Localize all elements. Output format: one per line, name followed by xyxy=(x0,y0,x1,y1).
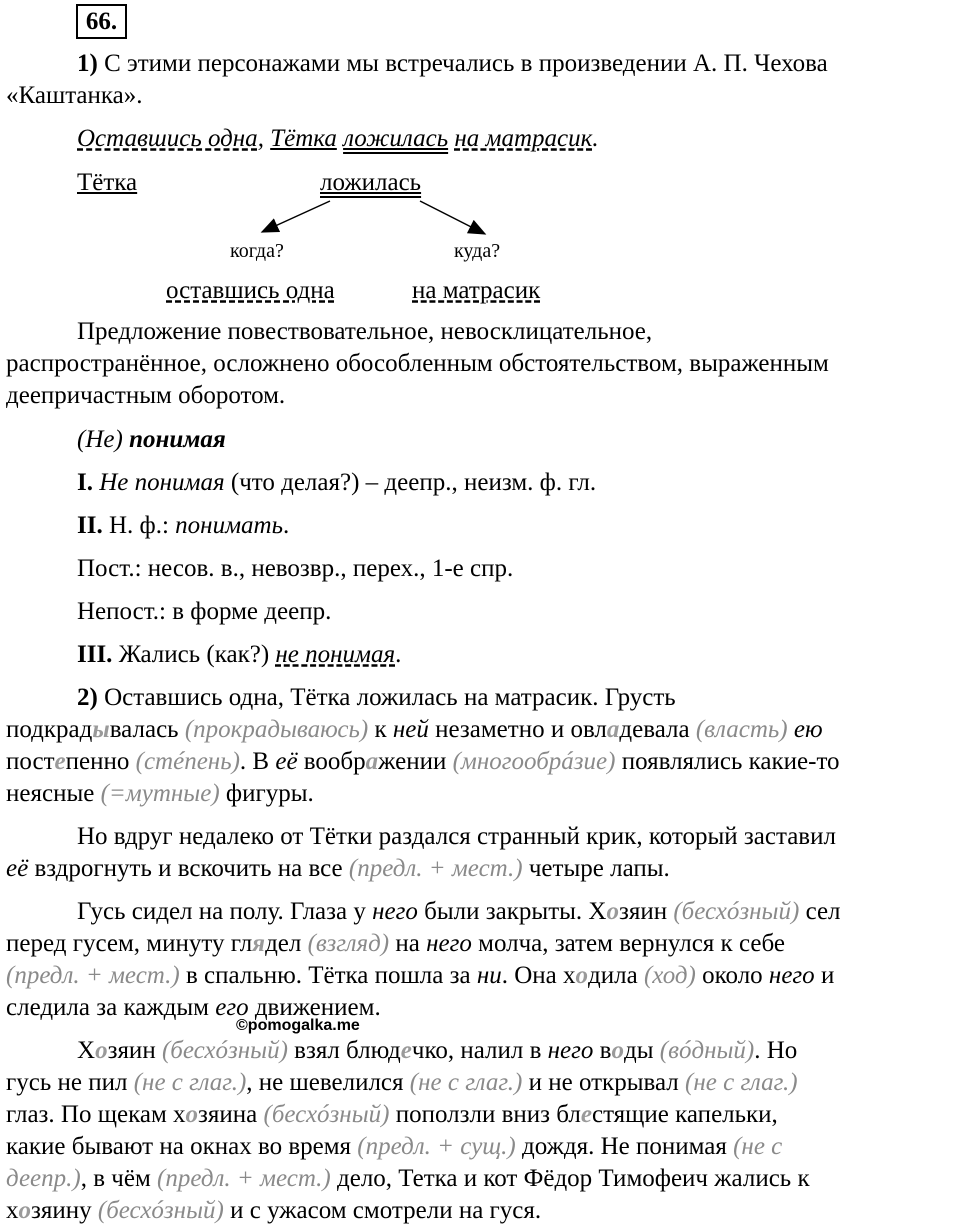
morph-iii-word: не понимая xyxy=(275,641,396,668)
t-l11k: ды xyxy=(623,1037,660,1064)
t-l7b: него xyxy=(372,898,418,925)
text2-line-4 xyxy=(6,779,314,809)
text2-line-12 xyxy=(6,1068,798,1098)
t-l3g: вообр xyxy=(297,748,366,775)
morph-iii-dot: . xyxy=(395,641,402,668)
intro-text-1: С этими персонажами мы встречались в произведении А. П. Чехова xyxy=(97,50,828,77)
t-l2a: подкрад xyxy=(6,716,93,743)
intro-line-2: «Каштанка». xyxy=(6,82,143,109)
diagram-dependent-2: на матрасик xyxy=(412,277,541,304)
text2-line-9 xyxy=(6,961,834,991)
t-l2l: ею xyxy=(793,716,823,743)
morph-iii-text: Жались (как?) xyxy=(112,641,276,668)
diagram-dependent-1: оставшись одна xyxy=(166,277,335,304)
t-l13a: глаз. По щекам х xyxy=(6,1101,186,1128)
t-l9i: него xyxy=(768,962,815,989)
text2-line-13 xyxy=(6,1100,778,1130)
diagram-subject: Тётка xyxy=(77,169,138,196)
t-l11l: (вóдный) xyxy=(659,1037,755,1064)
morph-heading-ne: (Не) xyxy=(77,426,130,453)
t-l3j: (многообрáзие) xyxy=(452,748,616,775)
text2-line-7 xyxy=(77,897,841,927)
t-l10a: следила за каждым xyxy=(6,994,216,1021)
t-l15d: дело, Тетка и кот Фёдор Тимофеич жались к xyxy=(330,1165,810,1192)
subject-word: Тётка xyxy=(270,125,337,152)
desc-line-3: деепричастным оборотом. xyxy=(6,382,286,409)
place-adverbial: на матрасик xyxy=(454,125,593,152)
morph-post: Пост.: несов. в., невозвр., перех., 1-е спр. xyxy=(77,555,514,582)
text2-line-3 xyxy=(6,747,840,777)
t-l9e: о xyxy=(575,962,589,989)
t-l16c: зяину xyxy=(31,1197,98,1224)
t-l4b: (=мутные) xyxy=(100,780,220,807)
t-l10c: движением. xyxy=(248,994,381,1021)
t-l3h: а xyxy=(365,748,379,775)
t-l9h: около xyxy=(695,962,769,989)
morph-i xyxy=(77,468,596,498)
t-l12d: (не с глаг.) xyxy=(409,1069,523,1096)
t-l9a: (предл. + мест.) xyxy=(6,962,180,989)
t-l11a: Х xyxy=(77,1037,96,1064)
morph-heading-word: понимая xyxy=(129,426,226,453)
t-l6d: четыре лапы. xyxy=(522,855,670,882)
t-l16d: (бесхóзный) xyxy=(97,1197,224,1224)
part-2-number: 2) xyxy=(77,684,98,711)
arrow-left xyxy=(262,201,330,232)
t-l8a: перед гусем, минуту гл xyxy=(6,930,253,957)
t-l3i: жении xyxy=(378,748,453,775)
text2-line-1 xyxy=(77,683,676,713)
t-l6c: (предл. + мест.) xyxy=(348,855,523,882)
morph-iii xyxy=(77,640,401,670)
t-l13g: стящие капельки, xyxy=(591,1101,778,1128)
t-l2h: а xyxy=(606,716,620,743)
text2-line-15 xyxy=(6,1164,810,1194)
morph-ii-dot: . xyxy=(282,512,290,539)
text2-l1: Оставшись одна, Тётка ложилась на матрасик. Грусть xyxy=(97,684,676,711)
t-l11i: в xyxy=(593,1037,612,1064)
diagram-question-2: куда? xyxy=(454,240,501,262)
t-l14d: (не с xyxy=(733,1133,783,1160)
t-l13e: поползли вниз бл xyxy=(389,1101,581,1128)
t-l3e: . В xyxy=(239,748,276,775)
desc-line-1: Предложение повествовательное, невосклицательное, xyxy=(77,318,653,345)
t-l11e: взял блюд xyxy=(287,1037,401,1064)
t-l6a: её xyxy=(6,855,29,882)
t-l8c: дел xyxy=(265,930,308,957)
t-l8b: я xyxy=(252,930,266,957)
morph-i-word: Не понимая xyxy=(92,469,225,496)
t-l9j: и xyxy=(814,962,835,989)
morph-ii-text: Н. ф.: xyxy=(102,512,176,539)
t-l11j: о xyxy=(611,1037,624,1064)
t-l9b: в спальню. Тётка пошла за xyxy=(179,962,477,989)
text2-line-6 xyxy=(6,854,670,884)
t-l7a: Гусь сидел на полу. Глаза у xyxy=(77,898,373,925)
t-l15a: деепр.) xyxy=(6,1165,81,1192)
t-l2f: ней xyxy=(392,716,429,743)
t-l3c: пенно xyxy=(65,748,136,775)
text2-line-16 xyxy=(6,1196,541,1226)
diagram-predicate: ложилась xyxy=(320,169,422,196)
t-l3k: появлялись какие-то xyxy=(615,748,840,775)
t-l8e: на xyxy=(389,930,427,957)
t-l16b: о xyxy=(18,1197,31,1224)
morph-i-rest: (что делая?) – деепр., неизм. ф. гл. xyxy=(224,469,597,496)
t-l12c: , не шевелился xyxy=(246,1069,410,1096)
morph-ii-num: II. xyxy=(77,512,103,539)
morph-ii xyxy=(77,511,289,541)
t-l9d: . Она х xyxy=(501,962,576,989)
watermark: ©pomogalka.me xyxy=(236,1017,360,1034)
t-l2g: незаметно и овл xyxy=(428,716,607,743)
t-l9g: (ход) xyxy=(643,962,696,989)
t-l3b: е xyxy=(54,748,66,775)
text2-line-2 xyxy=(6,715,823,745)
t-l2d: (прокрадываюсь) xyxy=(184,716,369,743)
t-l8d: (взгляд) xyxy=(307,930,390,957)
text2-line-8 xyxy=(6,929,785,959)
t-l11d: (бесхóзный) xyxy=(161,1037,288,1064)
t-l11b: о xyxy=(95,1037,108,1064)
t-l3a: пост xyxy=(6,748,55,775)
sentence-comma: , xyxy=(257,125,271,152)
t-l16e: и с ужасом смотрели на гуся. xyxy=(223,1197,542,1224)
morph-ii-word: понимать xyxy=(175,512,283,539)
t-l15c: (предл. + мест.) xyxy=(157,1165,331,1192)
t-l11f: е xyxy=(400,1037,412,1064)
t-l2e: к xyxy=(368,716,393,743)
t-l8g: молча, затем вернулся к себе xyxy=(471,930,785,957)
t-l4a: неясные xyxy=(6,780,101,807)
t-l7g: сел xyxy=(799,898,841,925)
adverbial-phrase: Оставшись одна xyxy=(77,125,258,152)
predicate-word: ложилась xyxy=(343,125,449,152)
t-l15b: , в чём xyxy=(80,1165,158,1192)
text2-line-14 xyxy=(6,1132,782,1162)
diagram-question-1: когда? xyxy=(230,240,284,262)
sentence-end: . xyxy=(592,125,599,152)
t-l12b: (не с глаг.) xyxy=(133,1069,247,1096)
t-l11m: . Но xyxy=(754,1037,798,1064)
t-l13b: о xyxy=(185,1101,199,1128)
t-l13d: (бесхóзный) xyxy=(263,1101,390,1128)
t-l12f: (не с глаг.) xyxy=(685,1069,798,1096)
t-l11g: чко, налил в xyxy=(411,1037,548,1064)
t-l11h: него xyxy=(547,1037,594,1064)
t-l8f: него xyxy=(426,930,472,957)
t-l9c: ни xyxy=(476,962,502,989)
t-l11c: зяин xyxy=(107,1037,162,1064)
t-l13c: зяина xyxy=(198,1101,264,1128)
t-l3f: её xyxy=(275,748,298,775)
text2-line-5: Но вдруг недалеко от Тётки раздался странный крик, который заставил xyxy=(77,823,836,850)
exercise-number: 66. xyxy=(76,4,127,39)
t-l14b: (предл. + сущ.) xyxy=(357,1133,516,1160)
part-1-number: 1) xyxy=(77,50,98,77)
t-l7f: (бесхóзный) xyxy=(673,898,800,925)
t-l14a: какие бывают на окнах во время xyxy=(6,1133,358,1160)
t-l7e: зяин xyxy=(618,898,674,925)
t-l9f: дила xyxy=(588,962,644,989)
t-l14c: дождя. Не понимая xyxy=(515,1133,734,1160)
t-l16a: х xyxy=(6,1197,19,1224)
t-l12a: гусь не пил xyxy=(6,1069,134,1096)
morph-i-num: I. xyxy=(77,469,93,496)
t-l7d: о xyxy=(606,898,619,925)
t-l6b: вздрогнуть и вскочить на все xyxy=(28,855,349,882)
t-l10b: его xyxy=(215,994,249,1021)
desc-line-2: распространённое, осложнено обособленным обстоятельством, выраженным xyxy=(6,350,829,377)
t-l12e: и не открывал xyxy=(522,1069,686,1096)
t-l2i: девала xyxy=(619,716,696,743)
t-l4c: фигуры. xyxy=(219,780,314,807)
t-l2c: валась xyxy=(109,716,185,743)
t-l2j: (власть) xyxy=(695,716,788,743)
arrow-right xyxy=(420,201,485,234)
t-l7c: были закрыты. Х xyxy=(417,898,607,925)
text2-line-11 xyxy=(77,1036,797,1066)
morph-nepost: Непост.: в форме деепр. xyxy=(77,598,332,625)
t-l2b: ы xyxy=(92,716,110,743)
morph-heading xyxy=(77,425,226,455)
t-l13f: е xyxy=(580,1101,592,1128)
t-l3d: (стéпень) xyxy=(135,748,240,775)
morph-iii-num: III. xyxy=(77,641,113,668)
